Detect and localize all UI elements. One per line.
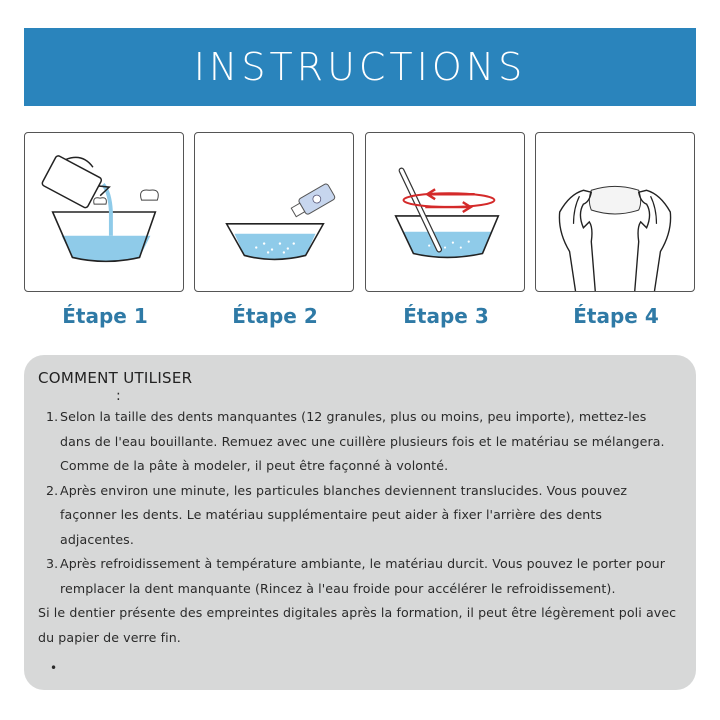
step-3 [365, 132, 527, 328]
instruction-item-3 [38, 552, 680, 601]
step-2 [194, 132, 356, 328]
bottle-bowl-icon [195, 133, 353, 291]
kettle-bowl-icon [25, 133, 183, 291]
panel-title-colon: : [116, 388, 121, 404]
instruction-item-2 [38, 479, 680, 553]
stir-bowl-icon [366, 133, 524, 291]
item-text: Selon la taille des dents manquantes (12 granules, plus ou moins, peu importe), mettez-les dans de l'eau bouillante. Remuez avec une cuillère plusieurs fois et le matériau se mélangera. Comme de la pâte à modeler, il peut être façonné à volonté. [60, 409, 665, 473]
step-1-label: Étape 1 [62, 304, 148, 328]
item-number: 3. [46, 556, 59, 571]
step-2-illustration [194, 132, 354, 292]
item-text: Après environ une minute, les particules blanches deviennent translucides. Vous pouvez façonner les dents. Le matériau supplémentaire peut aider à fixer l'arrière des dents adjacentes. [60, 482, 628, 547]
step-2-label: Étape 2 [232, 304, 318, 328]
banner-title: INSTRUCTIONS [193, 45, 527, 89]
step-4-illustration [535, 132, 695, 292]
how-to-use-panel [24, 355, 696, 690]
instruction-list [38, 405, 680, 601]
instructions-banner [24, 28, 696, 106]
bullet-mark: • [50, 661, 58, 675]
item-number: 1. [46, 409, 59, 424]
step-1-illustration [24, 132, 184, 292]
step-4-label: Étape 4 [573, 304, 659, 328]
item-text: Après refroidissement à température ambiante, le matériau durcit. Vous pouvez le porter pour remplacer la dent manquante (Rincez à l'eau froide pour accélérer le refroidissement). [60, 556, 666, 596]
polish-note: Si le dentier présente des empreintes digitales après la formation, il peut être légèrement poli avec du papier de verre fin. [38, 605, 677, 645]
panel-title: COMMENT UTILISER [38, 369, 193, 387]
step-3-label: Étape 3 [403, 304, 489, 328]
hands-shaping-icon [536, 133, 694, 291]
step-1 [24, 132, 186, 328]
step-4 [535, 132, 697, 328]
instruction-item-1 [38, 405, 680, 479]
item-number: 2. [46, 482, 59, 498]
step-3-illustration [365, 132, 525, 292]
